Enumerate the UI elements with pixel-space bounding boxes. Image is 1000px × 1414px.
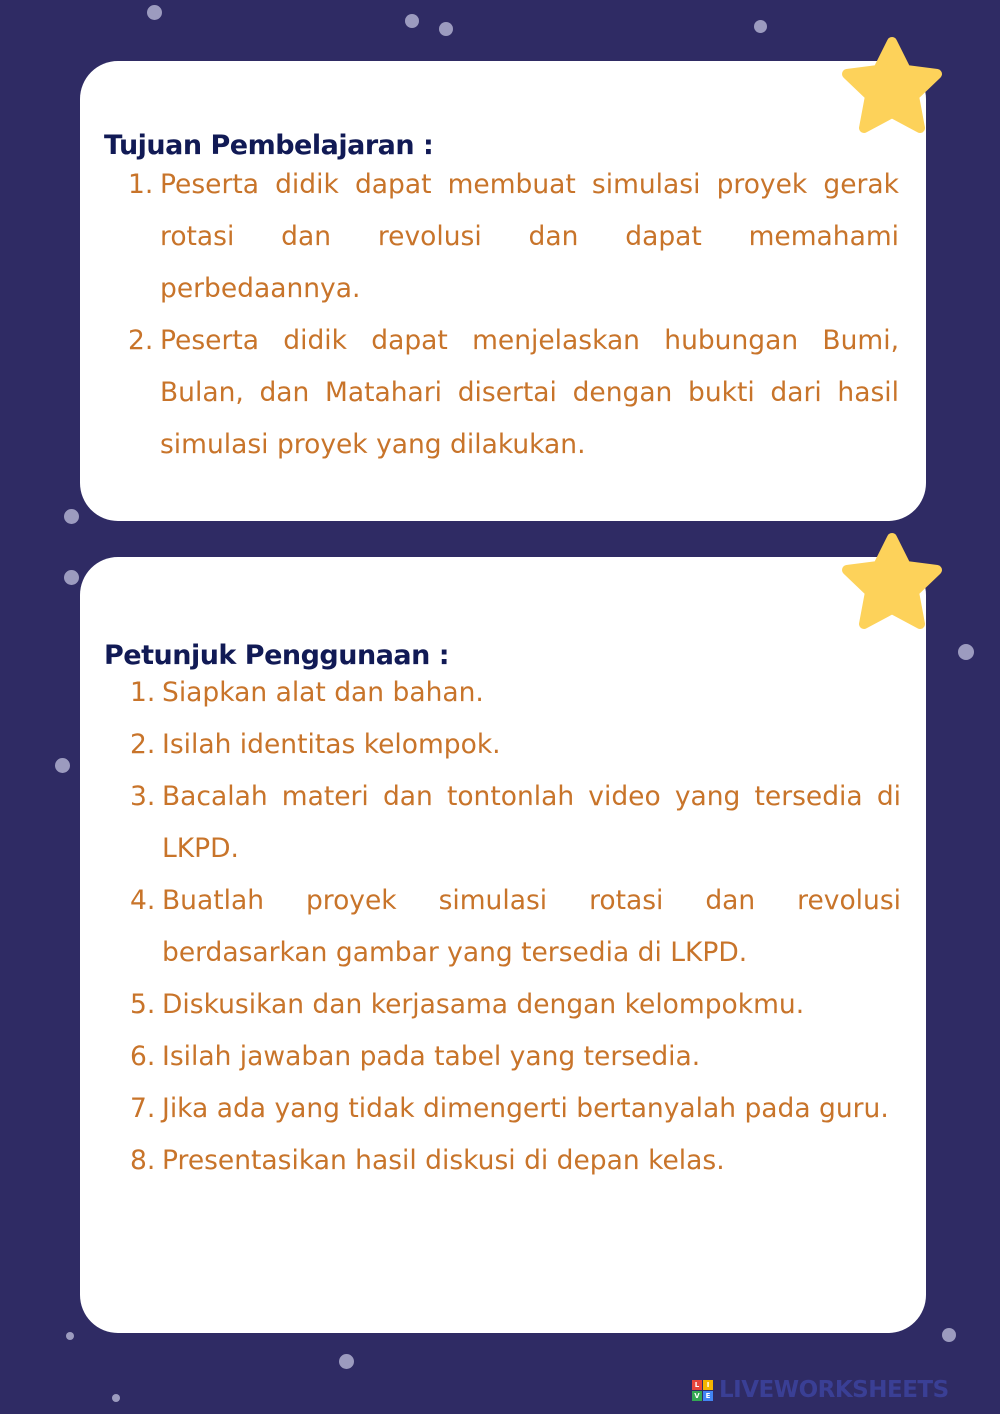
list-item-number: 1. [128, 169, 154, 200]
logo-letter: E [703, 1391, 713, 1401]
list-item-number: 3. [130, 781, 156, 812]
learning-objectives-list [128, 159, 899, 471]
list-item [130, 875, 901, 979]
list-item-text: Bacalah materi dan tontonlah video yang tersedia di LKPD. [162, 781, 901, 864]
list-item-number: 4. [130, 885, 156, 916]
learning-objectives-heading: Tujuan Pembelajaran : [104, 130, 434, 162]
list-item-text: Buatlah proyek simulasi rotasi dan revolusi berdasarkan gambar yang tersedia di LKPD. [162, 885, 901, 968]
background-dot [405, 14, 419, 28]
usage-instructions-list [130, 667, 901, 1187]
list-item-text: Isilah identitas kelompok. [162, 729, 501, 760]
usage-instructions-card [80, 557, 926, 1333]
liveworksheets-logo-icon [692, 1380, 713, 1401]
list-item [130, 719, 901, 771]
list-item [130, 979, 901, 1031]
background-dot [942, 1328, 956, 1342]
list-item-text: Jika ada yang tidak dimengerti bertanyalah pada guru. [162, 1093, 889, 1124]
logo-letter: V [692, 1391, 702, 1401]
list-item [130, 667, 901, 719]
list-item-text: Peserta didik dapat menjelaskan hubungan Bumi, Bulan, dan Matahari disertai dengan bukti dari hasil simulasi proyek yang dilakukan. [160, 325, 899, 460]
background-dot [339, 1354, 354, 1369]
list-item [128, 315, 899, 471]
list-item-number: 1. [130, 677, 156, 708]
star-icon [840, 532, 944, 632]
background-dot [439, 22, 453, 36]
background-dot [64, 570, 79, 585]
logo-letter: I [703, 1380, 713, 1390]
list-item-number: 6. [130, 1041, 156, 1072]
star-icon [840, 36, 944, 136]
list-item [130, 771, 901, 875]
list-item-number: 8. [130, 1145, 156, 1176]
list-item-text: Presentasikan hasil diskusi di depan kelas. [162, 1145, 725, 1176]
list-item-number: 5. [130, 989, 156, 1020]
liveworksheets-wordmark: LIVEWORKSHEETS [719, 1377, 949, 1403]
background-dot [64, 509, 79, 524]
learning-objectives-card [80, 61, 926, 521]
list-item-number: 7. [130, 1093, 156, 1124]
list-item-text: Siapkan alat dan bahan. [162, 677, 484, 708]
background-dot [147, 5, 162, 20]
background-dot [66, 1332, 74, 1340]
list-item [130, 1135, 901, 1187]
background-dot [112, 1394, 120, 1402]
usage-instructions-heading: Petunjuk Penggunaan : [104, 640, 450, 672]
liveworksheets-brand-link[interactable] [692, 1377, 949, 1403]
list-item [130, 1031, 901, 1083]
list-item-text: Isilah jawaban pada tabel yang tersedia. [162, 1041, 701, 1072]
list-item-text: Diskusikan dan kerjasama dengan kelompokmu. [162, 989, 805, 1020]
background-dot [55, 758, 70, 773]
background-dot [754, 20, 767, 33]
background-dot [958, 644, 974, 660]
list-item [130, 1083, 901, 1135]
list-item-text: Peserta didik dapat membuat simulasi proyek gerak rotasi dan revolusi dan dapat memahami perbedaannya. [160, 169, 899, 304]
list-item-number: 2. [128, 325, 154, 356]
logo-letter: L [692, 1380, 702, 1390]
list-item [128, 159, 899, 315]
list-item-number: 2. [130, 729, 156, 760]
